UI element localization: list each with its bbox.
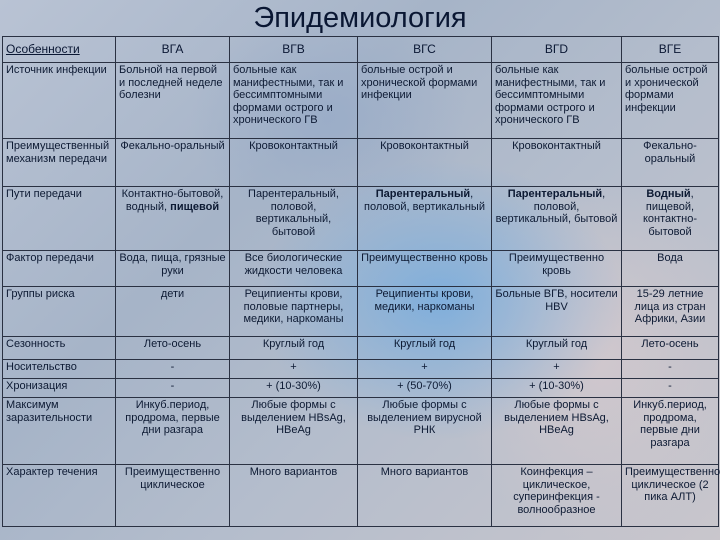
- table-row: [3, 287, 719, 337]
- table-cell: Больной на первой и последней неделе болезни: [116, 63, 230, 139]
- table-cell: +: [230, 360, 358, 379]
- row-label: Фактор передачи: [3, 251, 116, 287]
- table-cell: [622, 187, 719, 251]
- table-cell: больные острой и хронической формами инфекции: [358, 63, 492, 139]
- column-header-vga: ВГА: [116, 37, 230, 63]
- table-row: [3, 63, 719, 139]
- table-cell: больные как манифестными, так и бессимптомными формами острого и хронического ГВ: [492, 63, 622, 139]
- table-cell: Инкуб.период, продрома, первые дни разгара: [116, 398, 230, 465]
- table-row: [3, 379, 719, 398]
- column-header-vge: ВГЕ: [622, 37, 719, 63]
- table-row: [3, 187, 719, 251]
- table-cell: Коинфекция – циклическое, суперинфекция - волнообразное: [492, 465, 622, 527]
- cell-text-bold: Парентеральный: [375, 188, 471, 200]
- row-label: Сезонность: [3, 337, 116, 360]
- table-cell: [492, 187, 622, 251]
- table-cell: Круглый год: [358, 337, 492, 360]
- table-cell: + (50-70%): [358, 379, 492, 398]
- table-cell: дети: [116, 287, 230, 337]
- epidemiology-table: [2, 36, 719, 527]
- cell-text-bold: пищевой: [170, 200, 220, 213]
- cell-text: , пищевой, контактно-бытовой: [643, 188, 697, 238]
- cell-text: , половой, вертикальный: [364, 188, 485, 213]
- table-row: [3, 139, 719, 187]
- table-cell: Много вариантов: [230, 465, 358, 527]
- row-label: Хронизация: [3, 379, 116, 398]
- row-label: Максимум заразительности: [3, 398, 116, 465]
- table-cell: [358, 187, 492, 251]
- row-label: Пути передачи: [3, 187, 116, 251]
- table-cell: Лето-осень: [622, 337, 719, 360]
- table-cell: Лето-осень: [116, 337, 230, 360]
- table-cell: Все биологические жидкости человека: [230, 251, 358, 287]
- table-cell: + (10-30%): [230, 379, 358, 398]
- table-cell: Парентеральный, половой, вертикальный, бытовой: [230, 187, 358, 251]
- cell-text-bold: Водный: [646, 188, 691, 200]
- table-cell: Много вариантов: [358, 465, 492, 527]
- column-header-feature: Особенности: [3, 37, 116, 63]
- table-row: [3, 465, 719, 527]
- table-cell: Реципиенты крови, половые партнеры, медики, наркоманы: [230, 287, 358, 337]
- table-cell: Фекально-оральный: [116, 139, 230, 187]
- table-cell: больные как манифестными, так и бессимптомными формами острого и хронического ГВ: [230, 63, 358, 139]
- table-cell: 15-29 летние лица из стран Африки, Азии: [622, 287, 719, 337]
- table-header-row: [3, 37, 719, 63]
- table-row: [3, 398, 719, 465]
- row-label: Носительство: [3, 360, 116, 379]
- table-row: [3, 360, 719, 379]
- table-cell: больные острой и хронической формами инфекции: [622, 63, 719, 139]
- page-title: Эпидемиология: [253, 2, 467, 34]
- table-cell: -: [622, 360, 719, 379]
- table-cell: Преимущественно циклическое: [116, 465, 230, 527]
- table-cell: +: [358, 360, 492, 379]
- table-cell: -: [116, 360, 230, 379]
- table-cell: +: [492, 360, 622, 379]
- table-cell: Инкуб.период, продрома, первые дни разгара: [622, 398, 719, 465]
- table-cell: -: [622, 379, 719, 398]
- table-cell: Кровоконтактный: [230, 139, 358, 187]
- table-cell: Круглый год: [492, 337, 622, 360]
- table-cell: Любые формы с выделением HBsAg, HBeAg: [230, 398, 358, 465]
- column-header-vgd: ВГD: [492, 37, 622, 63]
- table-cell: Любые формы с выделением вирусной РНК: [358, 398, 492, 465]
- table-cell: Преимущественно циклическое (2 пика АЛТ): [622, 465, 719, 527]
- table-cell: Преимущественно кровь: [492, 251, 622, 287]
- table-cell: Кровоконтактный: [492, 139, 622, 187]
- table-cell: Вода, пища, грязные руки: [116, 251, 230, 287]
- row-label: Характер течения: [3, 465, 116, 527]
- table-cell: Преимущественно кровь: [358, 251, 492, 287]
- table-cell: Кровоконтактный: [358, 139, 492, 187]
- row-label: Преимущественный механизм передачи: [3, 139, 116, 187]
- column-header-vgb: ВГВ: [230, 37, 358, 63]
- row-label: Группы риска: [3, 287, 116, 337]
- table-cell: Вода: [622, 251, 719, 287]
- cell-text: , половой, вертикальный, бытовой: [495, 188, 618, 225]
- cell-text: Контактно-бытовой, водный,: [121, 188, 224, 213]
- table-cell: + (10-30%): [492, 379, 622, 398]
- table-cell: Реципиенты крови, медики, наркоманы: [358, 287, 492, 337]
- cell-text-bold: Парентеральный: [507, 188, 603, 200]
- table-row: [3, 251, 719, 287]
- table-cell: Больные ВГВ, носители HBV: [492, 287, 622, 337]
- column-header-vgc: ВГС: [358, 37, 492, 63]
- table-cell: Фекально-оральный: [622, 139, 719, 187]
- row-label: Источник инфекции: [3, 63, 116, 139]
- table-row: [3, 337, 719, 360]
- table-cell: -: [116, 379, 230, 398]
- table-cell: Любые формы с выделением HBsAg, HBeAg: [492, 398, 622, 465]
- table-cell: [116, 187, 230, 251]
- table-cell: Круглый год: [230, 337, 358, 360]
